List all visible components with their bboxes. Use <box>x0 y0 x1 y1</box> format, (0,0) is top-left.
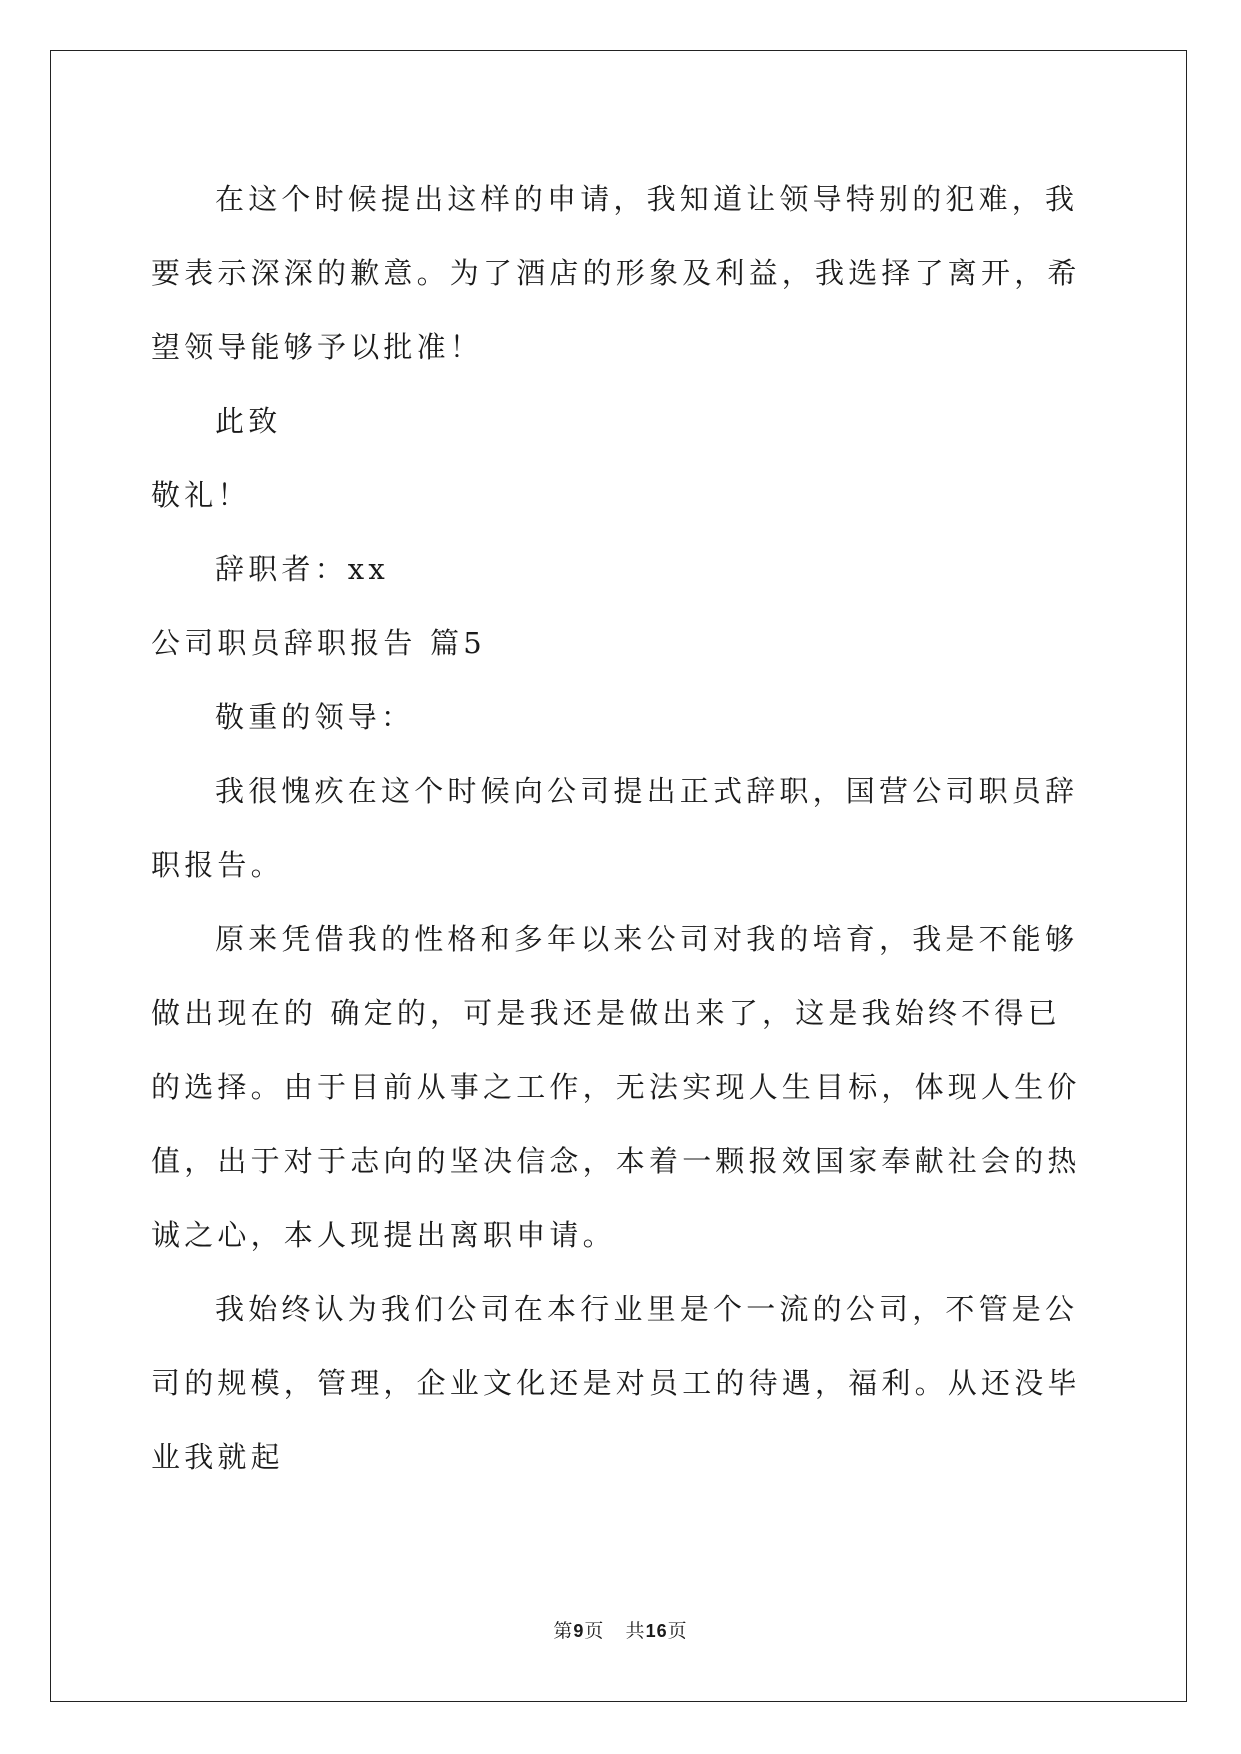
footer-total-unit: 页 <box>667 1620 688 1642</box>
paragraph: 我很愧疚在这个时候向公司提出正式辞职，国营公司职员辞职报告。 <box>151 774 1079 882</box>
footer-total-prefix: 共 <box>625 1620 646 1642</box>
total-page-count: 16 <box>645 1621 668 1641</box>
paragraph: 原来凭借我的性格和多年以来公司对我的培育，我是不能够做出现在的 确定的，可是我还是做出来了，这是我始终不得已的选择。由于目前从事之工作，无法实现人生目标，体现人生价值，出于对于志向的坚决信念，本着一颗报效国家奉献社会的热诚之心，本人现提出离职申请。 <box>151 922 1081 1252</box>
closing-salutation: 此致 <box>215 404 282 438</box>
current-page-number: 9 <box>573 1621 585 1641</box>
section-heading: 公司职员辞职报告 篇5 <box>151 626 486 660</box>
page-footer <box>0 1616 1241 1643</box>
greeting: 敬重的领导： <box>215 700 415 734</box>
document-body <box>151 162 1091 1494</box>
signature-line: 辞职者：xx <box>215 552 389 586</box>
footer-page-unit: 页 <box>584 1620 605 1642</box>
footer-prefix: 第 <box>553 1620 574 1642</box>
paragraph: 在这个时候提出这样的申请，我知道让领导特别的犯难，我要表示深深的歉意。为了酒店的形象及利益，我选择了离开，希望领导能够予以批准！ <box>151 182 1081 364</box>
closing-regards: 敬礼！ <box>151 478 251 512</box>
paragraph: 我始终认为我们公司在本行业里是个一流的公司，不管是公司的规模，管理，企业文化还是对员工的待遇，福利。从还没毕业我就起 <box>151 1292 1081 1474</box>
